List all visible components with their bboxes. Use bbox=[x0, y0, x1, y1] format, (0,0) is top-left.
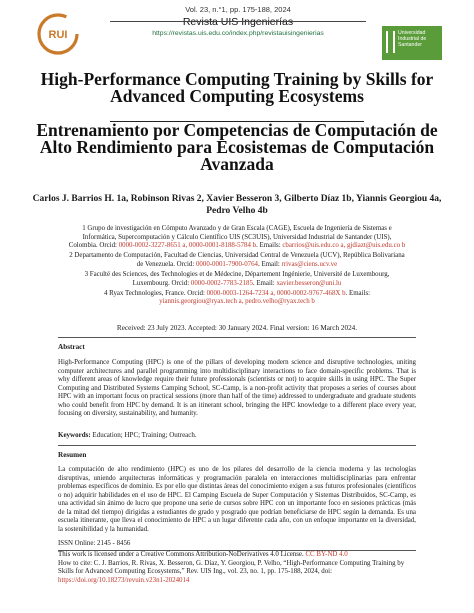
email-link[interactable]: yiannis.georgiou@ryax.tech a, pedro.velho@ryax.tech b bbox=[159, 298, 315, 306]
emails-label: . Emails: bbox=[345, 289, 371, 297]
orcid-link[interactable]: 0000-0002-7783-2185 bbox=[190, 279, 253, 287]
email-link[interactable]: rrivas@ciens.ucv.ve bbox=[281, 260, 338, 268]
uis-logo-line-2: Industrial de bbox=[398, 36, 427, 43]
orcid-link[interactable]: 0000-0002-3227-8651 a, 0000-0001-8188-5784 b bbox=[118, 242, 257, 250]
license-block bbox=[58, 551, 416, 585]
email-link[interactable]: cbarrios@uis.edu.co a, gjdiazt@uis.edu.co b bbox=[282, 242, 406, 250]
uis-logo-icon bbox=[386, 31, 395, 53]
header-divider bbox=[110, 21, 366, 22]
emails-label: . Email: bbox=[252, 279, 277, 287]
affiliation-text: 1 Grupo de investigación en Cómputo Avanzado y de Gran Escala (CAGE), Escuela de Ingeniería de Sistemas e Informática, Supercomputación y Cálculo Científico UIS (SC3UIS), Universidad Industrial de Santander (UIS), Colombia. Orcid: bbox=[68, 225, 392, 250]
keywords bbox=[58, 431, 416, 439]
affiliation-text: 4 Ryax Technologies, France. Orcid: bbox=[103, 289, 207, 297]
license-text: This work is licensed under a Creative Commons Attribution-NoDerivatives 4.0 License. bbox=[58, 551, 306, 558]
title-english: High-Performance Computing Training by Skills for Advanced Computing Ecosystems bbox=[40, 69, 434, 106]
header-center bbox=[120, 0, 356, 37]
resumen-heading: Resumen bbox=[58, 451, 87, 459]
affiliation-1 bbox=[68, 225, 406, 251]
emails-label: . Email: bbox=[258, 260, 282, 268]
uis-logo-line-1: Universidad bbox=[398, 30, 426, 36]
resumen-body: La computación de alto rendimiento (HPC) es uno de los pilares del desarrollo de la ciencia moderna y las tecnologías disruptivas, uniendo arquitecturas informáticas y programación paralela en interacciones multidisciplinarias para enfrentar problemas específicos de dominio. Es por ello que distintas áreas del conocimiento exigen a sus futuros profesionales (científicos o no) adquirir habilidades en el uso de HPC. El Camping Escuela de Super Computación y Sistemas Distribuidos, SC-Camp, es una actividad sin ánimo de lucro que propone una serie de cursos sobre HPC con un importante foco en sesiones prácticas (más de la mitad del tiempo) dirigidas a estudiantes de grado y posgrado que podrían beneficiarse de HPC según la demanda. Es una escuela itinerante, que lleva el conocimiento de HPC a un lugar diferente cada año, con un enfoque importante en la diversidad, la sostenibilidad y la humanidad. bbox=[58, 466, 416, 533]
affiliation-4 bbox=[68, 290, 406, 307]
orcid-link[interactable]: 0000-0001-7900-0764 bbox=[195, 260, 258, 268]
how-to-cite: How to cite: C. J. Barrios, R. Rivas, X. Besseron, G. Díaz, Y. Georgiou, P. Velho, “High-Performance Computing Training by Skills for Advanced Computing Ecosystems,” Rev. UIS Ing., vol. 23, no. 1, pp. 175-188, 2024, doi: bbox=[58, 559, 405, 576]
volume-line: Vol. 23, n.°1, pp. 175-188, 2024 bbox=[185, 5, 291, 14]
keywords-list: Education; HPC; Training; Outreach. bbox=[90, 431, 197, 439]
journal-url[interactable]: https://revistas.uis.edu.co/index.php/revistauisingenierias bbox=[152, 30, 324, 37]
abstract-body: High-Performance Computing (HPC) is one of the pillars of developing modern science and disruptive technologies, uniting computer architectures and parallel programming into multidisciplinary interactions to face domain-specific problems. That is why different areas of knowledge require their future professionals (scientists or not) to acquire skills in using HPC. The Super Computing and Distributed Systems Camping School, SC-Camp, is a non-profit activity that proposes a series of courses about HPC with an important focus on practical sessions (more than half of the time) addressed to undergraduate and graduate students who could benefit from HPC by demand. It is an itinerant school, bringing the HPC knowledge to a different place every year, focusing on diversity, sustainability, and humanity. bbox=[58, 359, 416, 417]
keywords-label: Keywords: bbox=[58, 431, 91, 439]
rui-logo-text: RUI bbox=[48, 29, 68, 41]
journal-name: Revista UIS Ingenierías bbox=[182, 16, 294, 28]
uis-logo-line-3: Santander bbox=[398, 42, 422, 49]
abstract-divider bbox=[58, 337, 416, 338]
resumen-divider bbox=[58, 445, 416, 446]
rui-logo bbox=[36, 12, 80, 56]
affiliation-3 bbox=[68, 271, 406, 288]
received-dates: Received: 23 July 2023. Accepted: 30 January 2024. Final version: 16 March 2024. bbox=[116, 324, 358, 332]
affiliation-2 bbox=[68, 252, 406, 269]
affiliation-text: 2 Departamento de Computación, Facultad de Ciencias, Universidad Central de Venezuela (UCV), República Bolivariana de Venezuela. Orcid: bbox=[69, 252, 405, 268]
uis-logo bbox=[382, 26, 442, 60]
orcid-link[interactable]: 0000-0003-1264-7234 a, 0000-0002-9767-468X b bbox=[206, 289, 346, 297]
email-link[interactable]: xavier.besseron@uni.lu bbox=[276, 279, 342, 287]
doi-link[interactable]: https://doi.org/10.18273/revuin.v23n1-2024014 bbox=[58, 576, 190, 584]
issn: ISSN Online: 2145 - 8456 bbox=[58, 540, 131, 547]
author-list: Carlos J. Barrios H. 1a, Robinson Rivas 2, Xavier Besseron 3, Gilberto Díaz 1b, Yiannis Georgiou 4a, Pedro Velho 4b bbox=[32, 194, 442, 216]
journal-header bbox=[0, 0, 474, 64]
emails-label: . Emails: bbox=[256, 242, 283, 250]
title-spanish: Entrenamiento por Competencias de Computación de Alto Rendimiento para Ecosistemas de Computación Avanzada bbox=[36, 120, 438, 174]
affiliation-text: 3 Faculté des Sciences, des Technologies et de Médecine, Département Ingénierie, Université de Luxembourg, Luxembourg. Orcid: bbox=[84, 270, 390, 287]
license-link[interactable]: CC BY-ND 4.0 bbox=[305, 551, 348, 558]
abstract-heading: Abstract bbox=[58, 343, 85, 351]
rui-logo-icon bbox=[36, 12, 80, 56]
affiliations bbox=[68, 225, 406, 308]
